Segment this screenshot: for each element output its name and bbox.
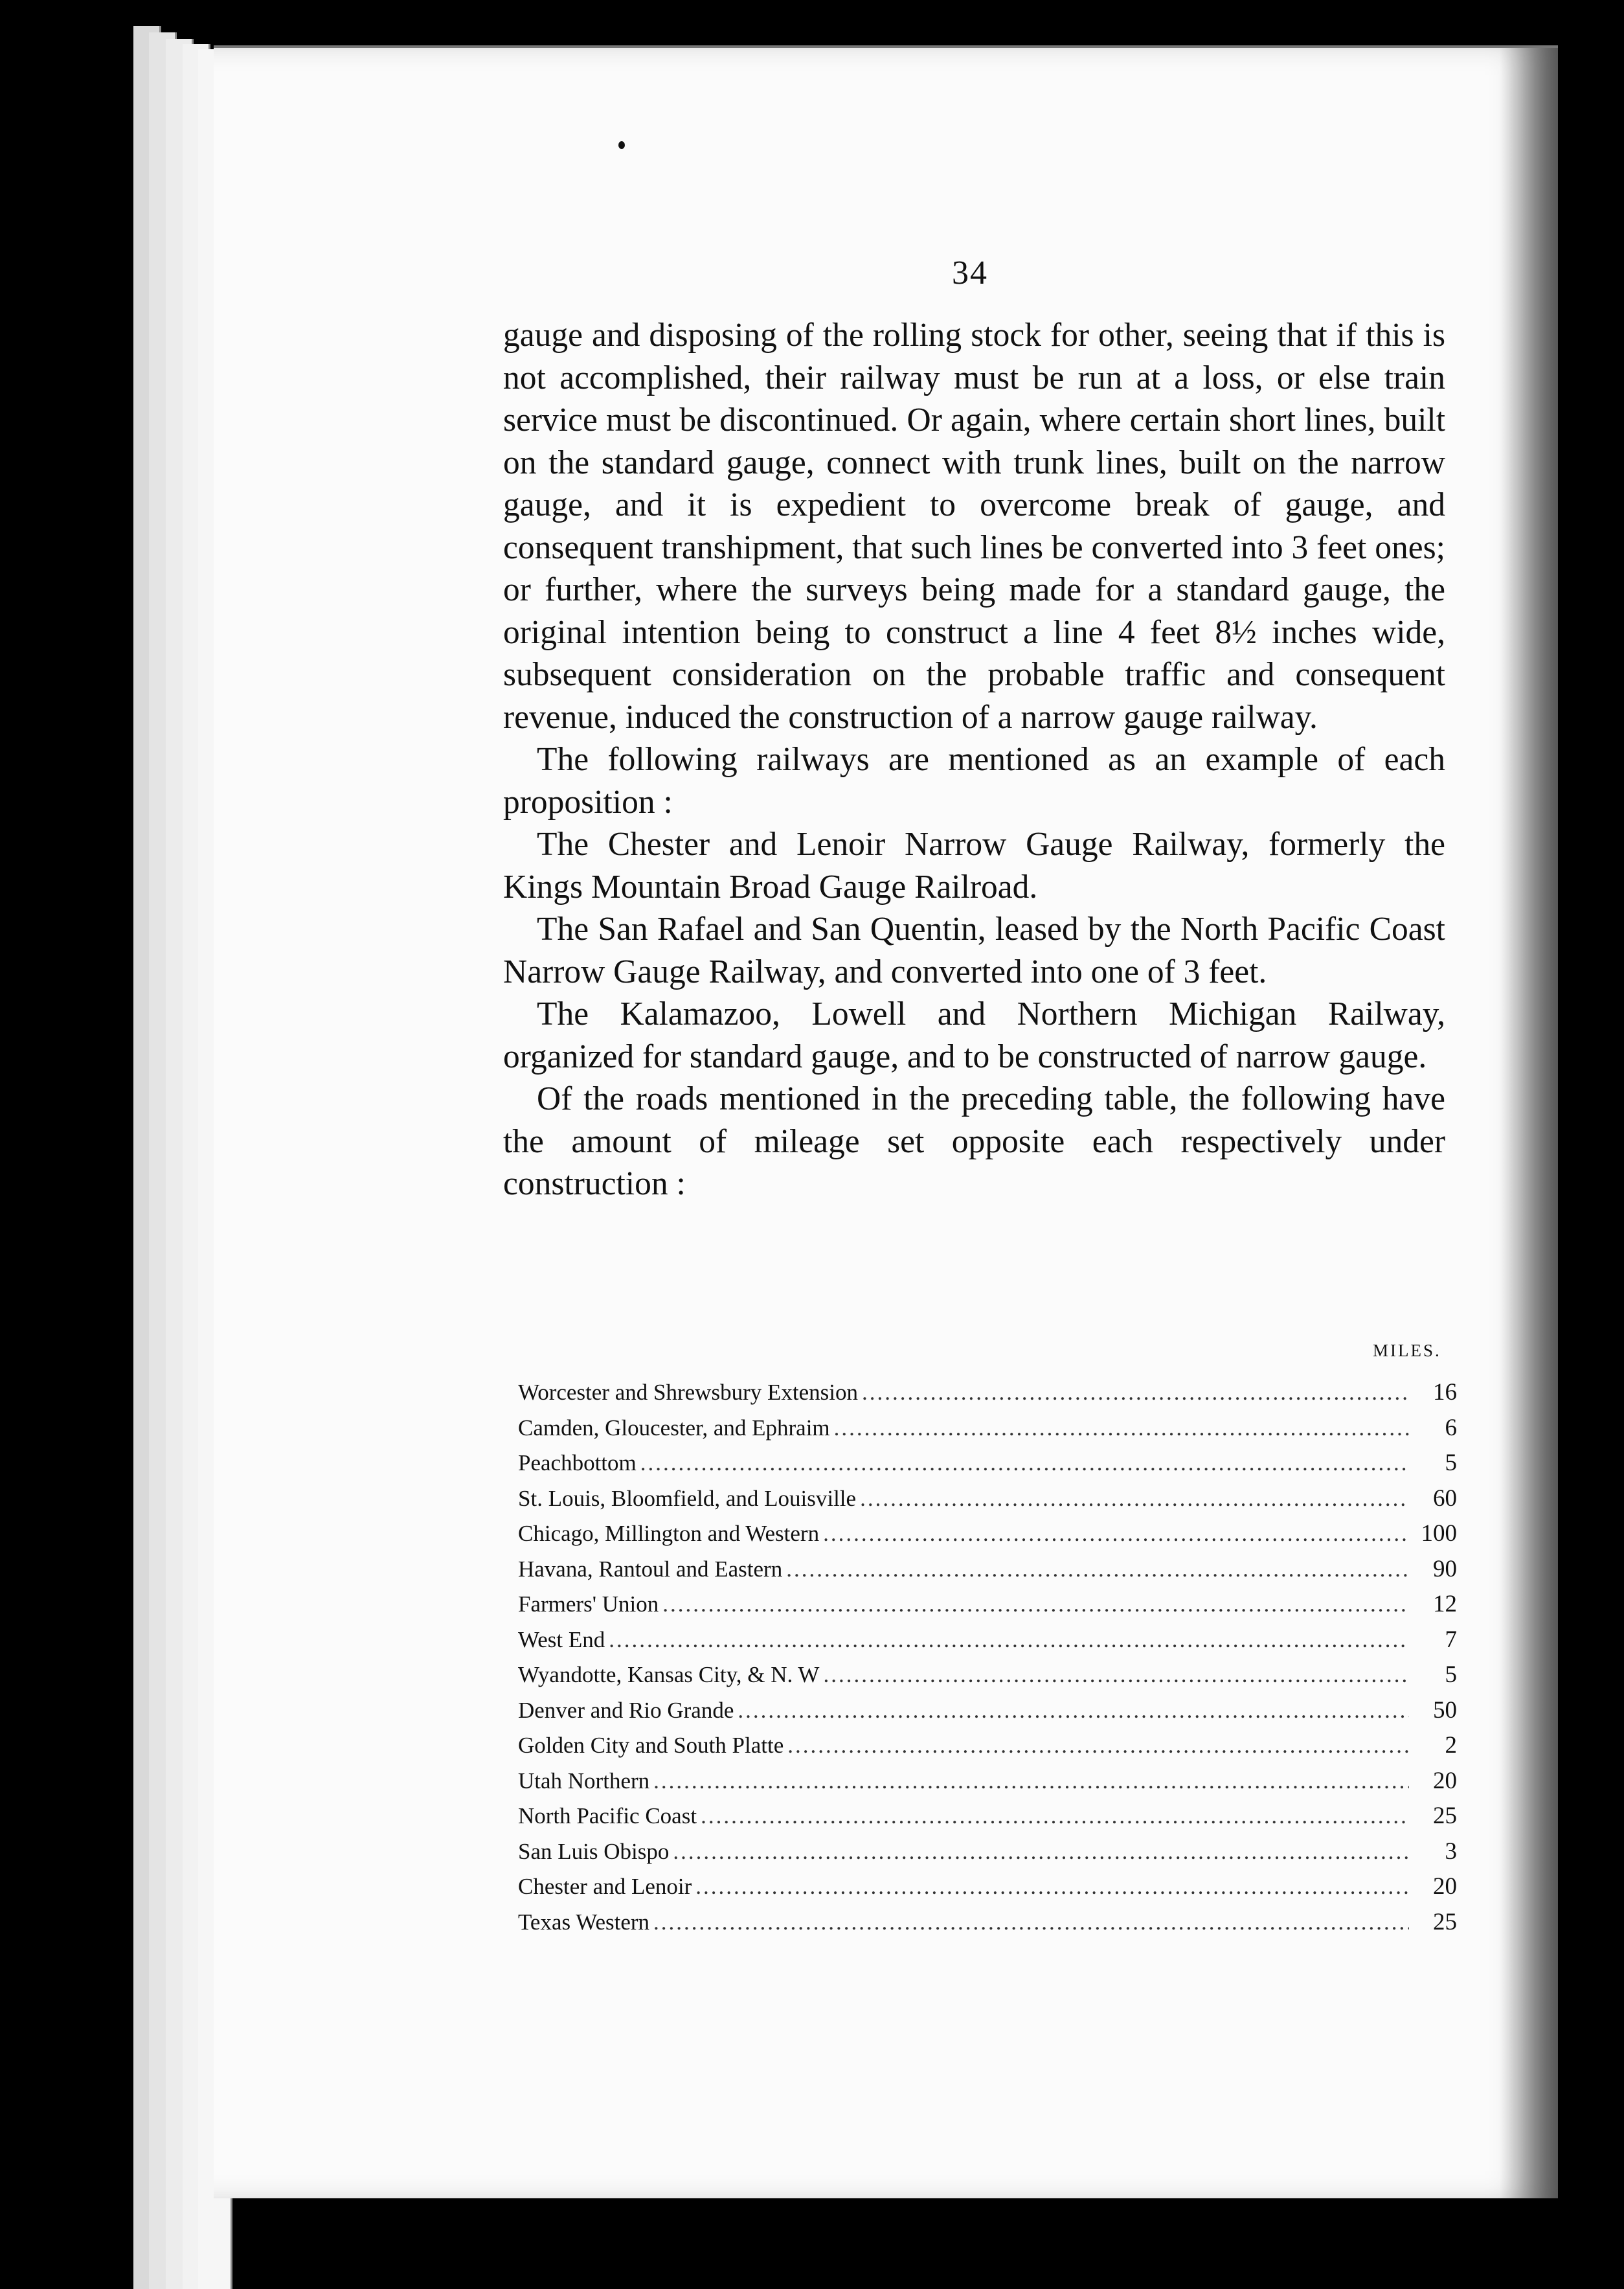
railway-name: Denver and Rio Grande — [518, 1697, 734, 1723]
mileage-row — [518, 1661, 1457, 1696]
mileage-list — [518, 1378, 1457, 1943]
mileage-row — [518, 1731, 1457, 1767]
paragraph: The following railways are mentioned as an example of each proposition : — [503, 741, 1445, 821]
dot-leader — [701, 1803, 1409, 1829]
mileage-row — [518, 1908, 1457, 1944]
dot-leader — [860, 1486, 1409, 1512]
dot-leader — [823, 1662, 1409, 1688]
miles-value: 2 — [1445, 1732, 1457, 1759]
dot-leader — [823, 1521, 1409, 1547]
mileage-row — [518, 1378, 1457, 1414]
railway-name: Golden City and South Platte — [518, 1733, 784, 1758]
railway-name: Utah Northern — [518, 1768, 650, 1794]
railway-name: Chester and Lenoir — [518, 1874, 692, 1899]
miles-value: 6 — [1445, 1414, 1457, 1441]
miles-value: 7 — [1445, 1626, 1457, 1653]
railway-name: St. Louis, Bloomfield, and Louisville — [518, 1485, 857, 1511]
miles-value: 90 — [1433, 1555, 1457, 1582]
body-text — [503, 314, 1445, 1205]
dot-leader — [640, 1450, 1409, 1476]
mileage-row — [518, 1520, 1457, 1555]
railway-name: San Luis Obispo — [518, 1838, 670, 1864]
railway-name: Farmers' Union — [518, 1591, 659, 1617]
paragraph: The Kalamazoo, Lowell and Northern Michigan Railway, organized for standard gauge, and to be constructed of narrow gauge. — [503, 996, 1445, 1075]
miles-value: 20 — [1433, 1873, 1457, 1900]
miles-value: 25 — [1433, 1908, 1457, 1935]
miles-value: 20 — [1433, 1767, 1457, 1794]
paragraph: The San Rafael and San Quentin, leased by the North Pacific Coast Narrow Gauge Railway, and converted into one of 3 feet. — [503, 911, 1445, 990]
page-number: 34 — [952, 255, 988, 291]
miles-value: 5 — [1445, 1450, 1457, 1476]
mileage-row — [518, 1555, 1457, 1591]
dot-leader — [653, 1768, 1409, 1794]
dot-leader — [662, 1591, 1409, 1617]
miles-column-header: MILES. — [1373, 1341, 1441, 1360]
miles-value: 3 — [1445, 1838, 1457, 1865]
miles-value: 25 — [1433, 1803, 1457, 1829]
mileage-row — [518, 1449, 1457, 1485]
mileage-row — [518, 1696, 1457, 1732]
mileage-row — [518, 1767, 1457, 1803]
railway-name: Texas Western — [518, 1909, 650, 1935]
railway-name: West End — [518, 1626, 605, 1652]
paragraph: gauge and disposing of the rolling stock for other, seeing that if this is not accomplished, their railway must be run at a loss, or else train service must be discontinued. Or again, where certain short lines, built on the standard gauge, connect with trunk lines, built on the narrow gauge, and it is expedient to overcome break of gauge, and consequent transhipment, that such lines be converted into 3 feet ones; or further, where the surveys being made for a standard gauge, the original intention being to construct a line 4 feet 8½ inches wide, subsequent consideration on the probable traffic and consequent revenue, induced the construction of a narrow gauge railway. — [503, 317, 1445, 736]
miles-value: 100 — [1421, 1520, 1457, 1547]
dot-leader — [786, 1556, 1409, 1582]
mileage-row — [518, 1873, 1457, 1908]
mileage-row — [518, 1626, 1457, 1661]
railway-name: North Pacific Coast — [518, 1803, 697, 1828]
ink-speck — [618, 141, 625, 149]
mileage-row — [518, 1802, 1457, 1838]
dot-leader — [787, 1733, 1409, 1759]
gutter-shadow — [1500, 48, 1558, 2198]
railway-name: Worcester and Shrewsbury Extension — [518, 1380, 858, 1405]
mileage-row — [518, 1590, 1457, 1626]
mileage-row — [518, 1485, 1457, 1520]
dot-leader — [609, 1627, 1409, 1653]
dot-leader — [862, 1380, 1409, 1406]
miles-value: 5 — [1445, 1661, 1457, 1688]
mileage-row — [518, 1414, 1457, 1450]
dot-leader — [695, 1874, 1409, 1900]
railway-name: Chicago, Millington and Western — [518, 1521, 820, 1546]
paragraph: Of the roads mentioned in the preceding table, the following have the amount of mileage set opposite each respectively under construction : — [503, 1080, 1445, 1202]
railway-name: Peachbottom — [518, 1450, 637, 1475]
paragraph: The Chester and Lenoir Narrow Gauge Railway, formerly the Kings Mountain Broad Gauge Railroad. — [503, 826, 1445, 905]
railway-name: Havana, Rantoul and Eastern — [518, 1556, 783, 1582]
railway-name: Wyandotte, Kansas City, & N. W — [518, 1662, 820, 1687]
dot-leader — [653, 1909, 1409, 1935]
dot-leader — [738, 1698, 1409, 1724]
miles-value: 50 — [1433, 1696, 1457, 1724]
miles-value: 12 — [1433, 1591, 1457, 1617]
dot-leader — [834, 1415, 1409, 1441]
miles-value: 16 — [1433, 1379, 1457, 1406]
dot-leader — [673, 1839, 1409, 1865]
miles-value: 60 — [1433, 1485, 1457, 1512]
mileage-row — [518, 1838, 1457, 1873]
railway-name: Camden, Gloucester, and Ephraim — [518, 1415, 830, 1441]
